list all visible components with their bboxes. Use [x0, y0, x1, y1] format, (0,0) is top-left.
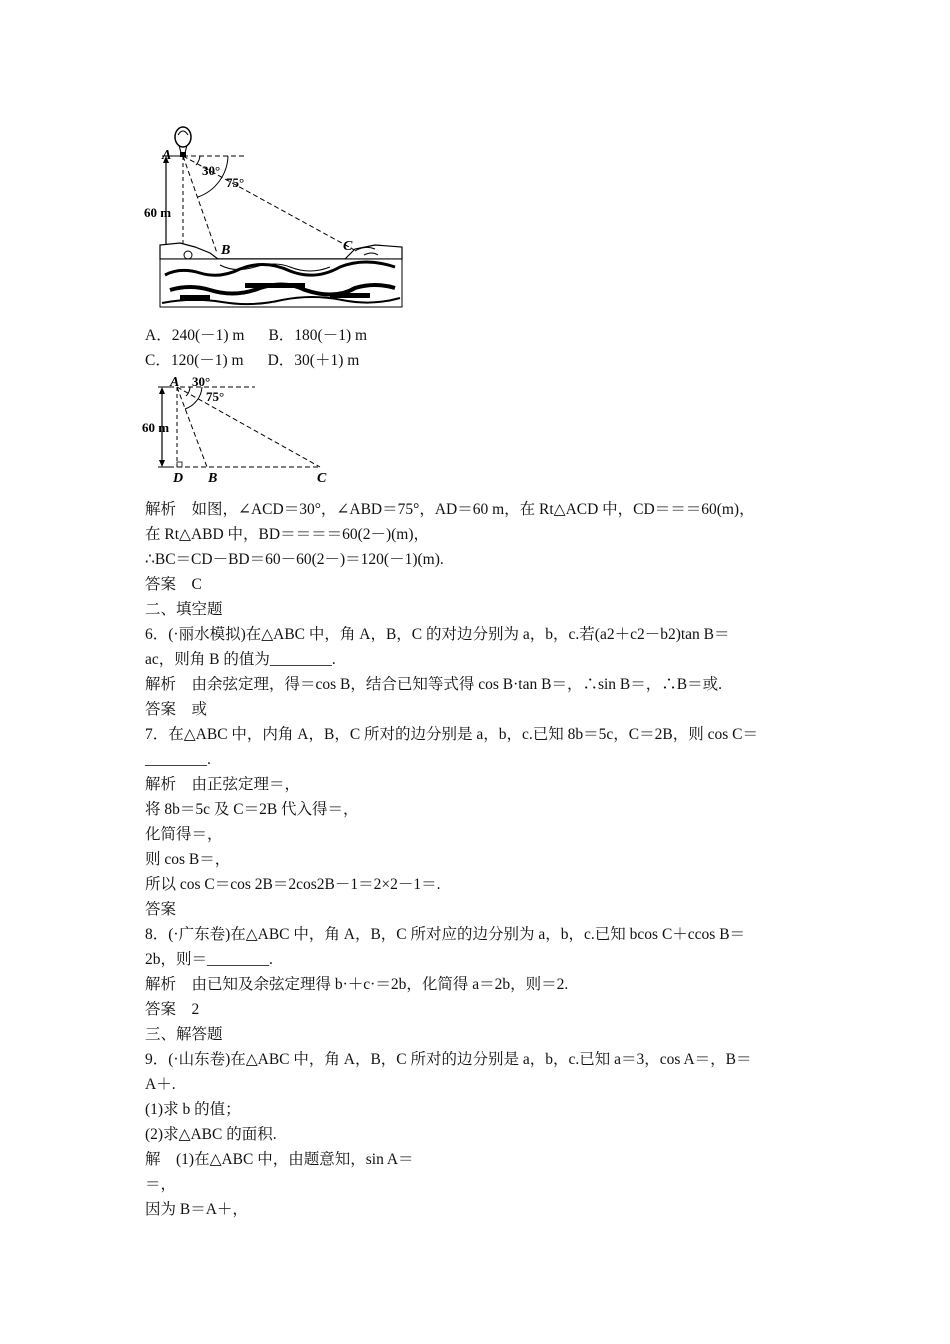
question-7-line-2: ________.: [145, 751, 211, 768]
figure1-angle-30: 30°: [202, 163, 221, 178]
solution-7-line-2: 将 8b＝5c 及 C＝2B 代入得＝，: [145, 801, 359, 818]
figure2-height-label: 60 m: [142, 420, 170, 435]
figure2-label-d: D: [173, 471, 184, 486]
option-b: B．180(－1) m: [268, 327, 368, 344]
solution-9-line-1: 解 (1)在△ABC 中，由题意知，sin A＝: [145, 1151, 414, 1168]
solution-7-line-1: 解析 由正弦定理＝，: [145, 776, 301, 793]
question-8-line-2: 2b，则＝________.: [145, 951, 273, 968]
question-9-part-1: (1)求 b 的值；: [145, 1101, 241, 1118]
option-d: D．30(＋1) m: [267, 352, 360, 369]
solution-7-line-4: 则 cos B＝，: [145, 851, 231, 868]
option-a: A．240(－1) m: [145, 327, 245, 344]
question-9-line-1: 9．(·山东卷)在△ABC 中，角 A，B，C 所对的边分别是 a，b，c.已知 a＝3，cos A＝，B＝: [145, 1051, 752, 1068]
figure1-height-label: 60 m: [144, 205, 172, 220]
right-bank: [345, 245, 402, 259]
solution-7-line-3: 化简得＝，: [145, 826, 223, 843]
question-7-line-1: 7．在△ABC 中，内角 A，B，C 所对的边分别是 a，b，c.已知 8b＝5c，C＝2B，则 cos C＝: [145, 726, 758, 743]
question-8-line-1: 8．(·广东卷)在△ABC 中，角 A，B，C 所对应的边分别为 a，b，c.已知 bcos C＋ccos B＝: [145, 926, 746, 943]
figure1-label-c: C: [343, 239, 353, 254]
options-row-1: [145, 326, 810, 346]
figure1-angle-75: 75°: [226, 175, 245, 190]
answer-7: 答案: [145, 901, 177, 918]
solution-5-line-1: 解析 如图，∠ACD＝30°，∠ABD＝75°，AD＝60 m，在 Rt△ACD 中，CD＝＝＝60(m)，: [145, 501, 755, 518]
balloon-icon: [175, 127, 191, 157]
river-terrain: [160, 259, 402, 307]
answer-8: 答案 2: [145, 1001, 200, 1018]
solution-9-line-3: 因为 B＝A＋，: [145, 1201, 248, 1218]
answer-6: 答案 或: [145, 701, 208, 718]
balloon-river-figure: [140, 125, 405, 315]
question-9-part-2: (2)求△ABC 的面积.: [145, 1126, 277, 1143]
solution-5-line-2: 在 Rt△ABD 中，BD＝＝＝＝60(2－)(m)，: [145, 526, 430, 543]
solution-6: 解析 由余弦定理，得＝cos B，结合已知等式得 cos B·tan B＝，∴sin B＝，∴B＝或.: [145, 676, 722, 693]
section-fill-in-heading: 二、填空题: [145, 601, 223, 618]
question-6-line-1: 6．(·丽水模拟)在△ABC 中，角 A，B，C 的对边分别为 a，b，c.若(a2＋c2－b2)tan B＝: [145, 626, 730, 643]
figure2-label-a: A: [170, 375, 180, 390]
figure1-label-a: A: [162, 148, 172, 163]
figure2-label-c: C: [317, 471, 327, 486]
options-row-2: [145, 351, 810, 371]
question-9-line-2: A＋.: [145, 1076, 176, 1093]
option-c: C．120(－1) m: [145, 352, 244, 369]
solution-9-line-2: ＝，: [145, 1176, 177, 1193]
figure2-angle-75: 75°: [206, 389, 225, 404]
figure1-label-b: B: [221, 243, 231, 258]
triangle-diagram: [140, 372, 340, 487]
section-solve-heading: 三、解答题: [145, 1026, 223, 1043]
solution-8: 解析 由已知及余弦定理得 b·＋c·＝2b，化简得 a＝2b，则＝2.: [145, 976, 569, 993]
figure2-label-b: B: [208, 471, 218, 486]
solution-5-line-3: ∴BC＝CD－BD＝60－60(2－)＝120(－1)(m).: [145, 551, 444, 568]
figure2-angle-30: 30°: [192, 374, 211, 389]
answer-5: 答案 C: [145, 576, 202, 593]
question-6-line-2: ac，则角 B 的值为________.: [145, 651, 336, 668]
solution-7-line-5: 所以 cos C＝cos 2B＝2cos2B－1＝2×2－1＝.: [145, 876, 441, 893]
